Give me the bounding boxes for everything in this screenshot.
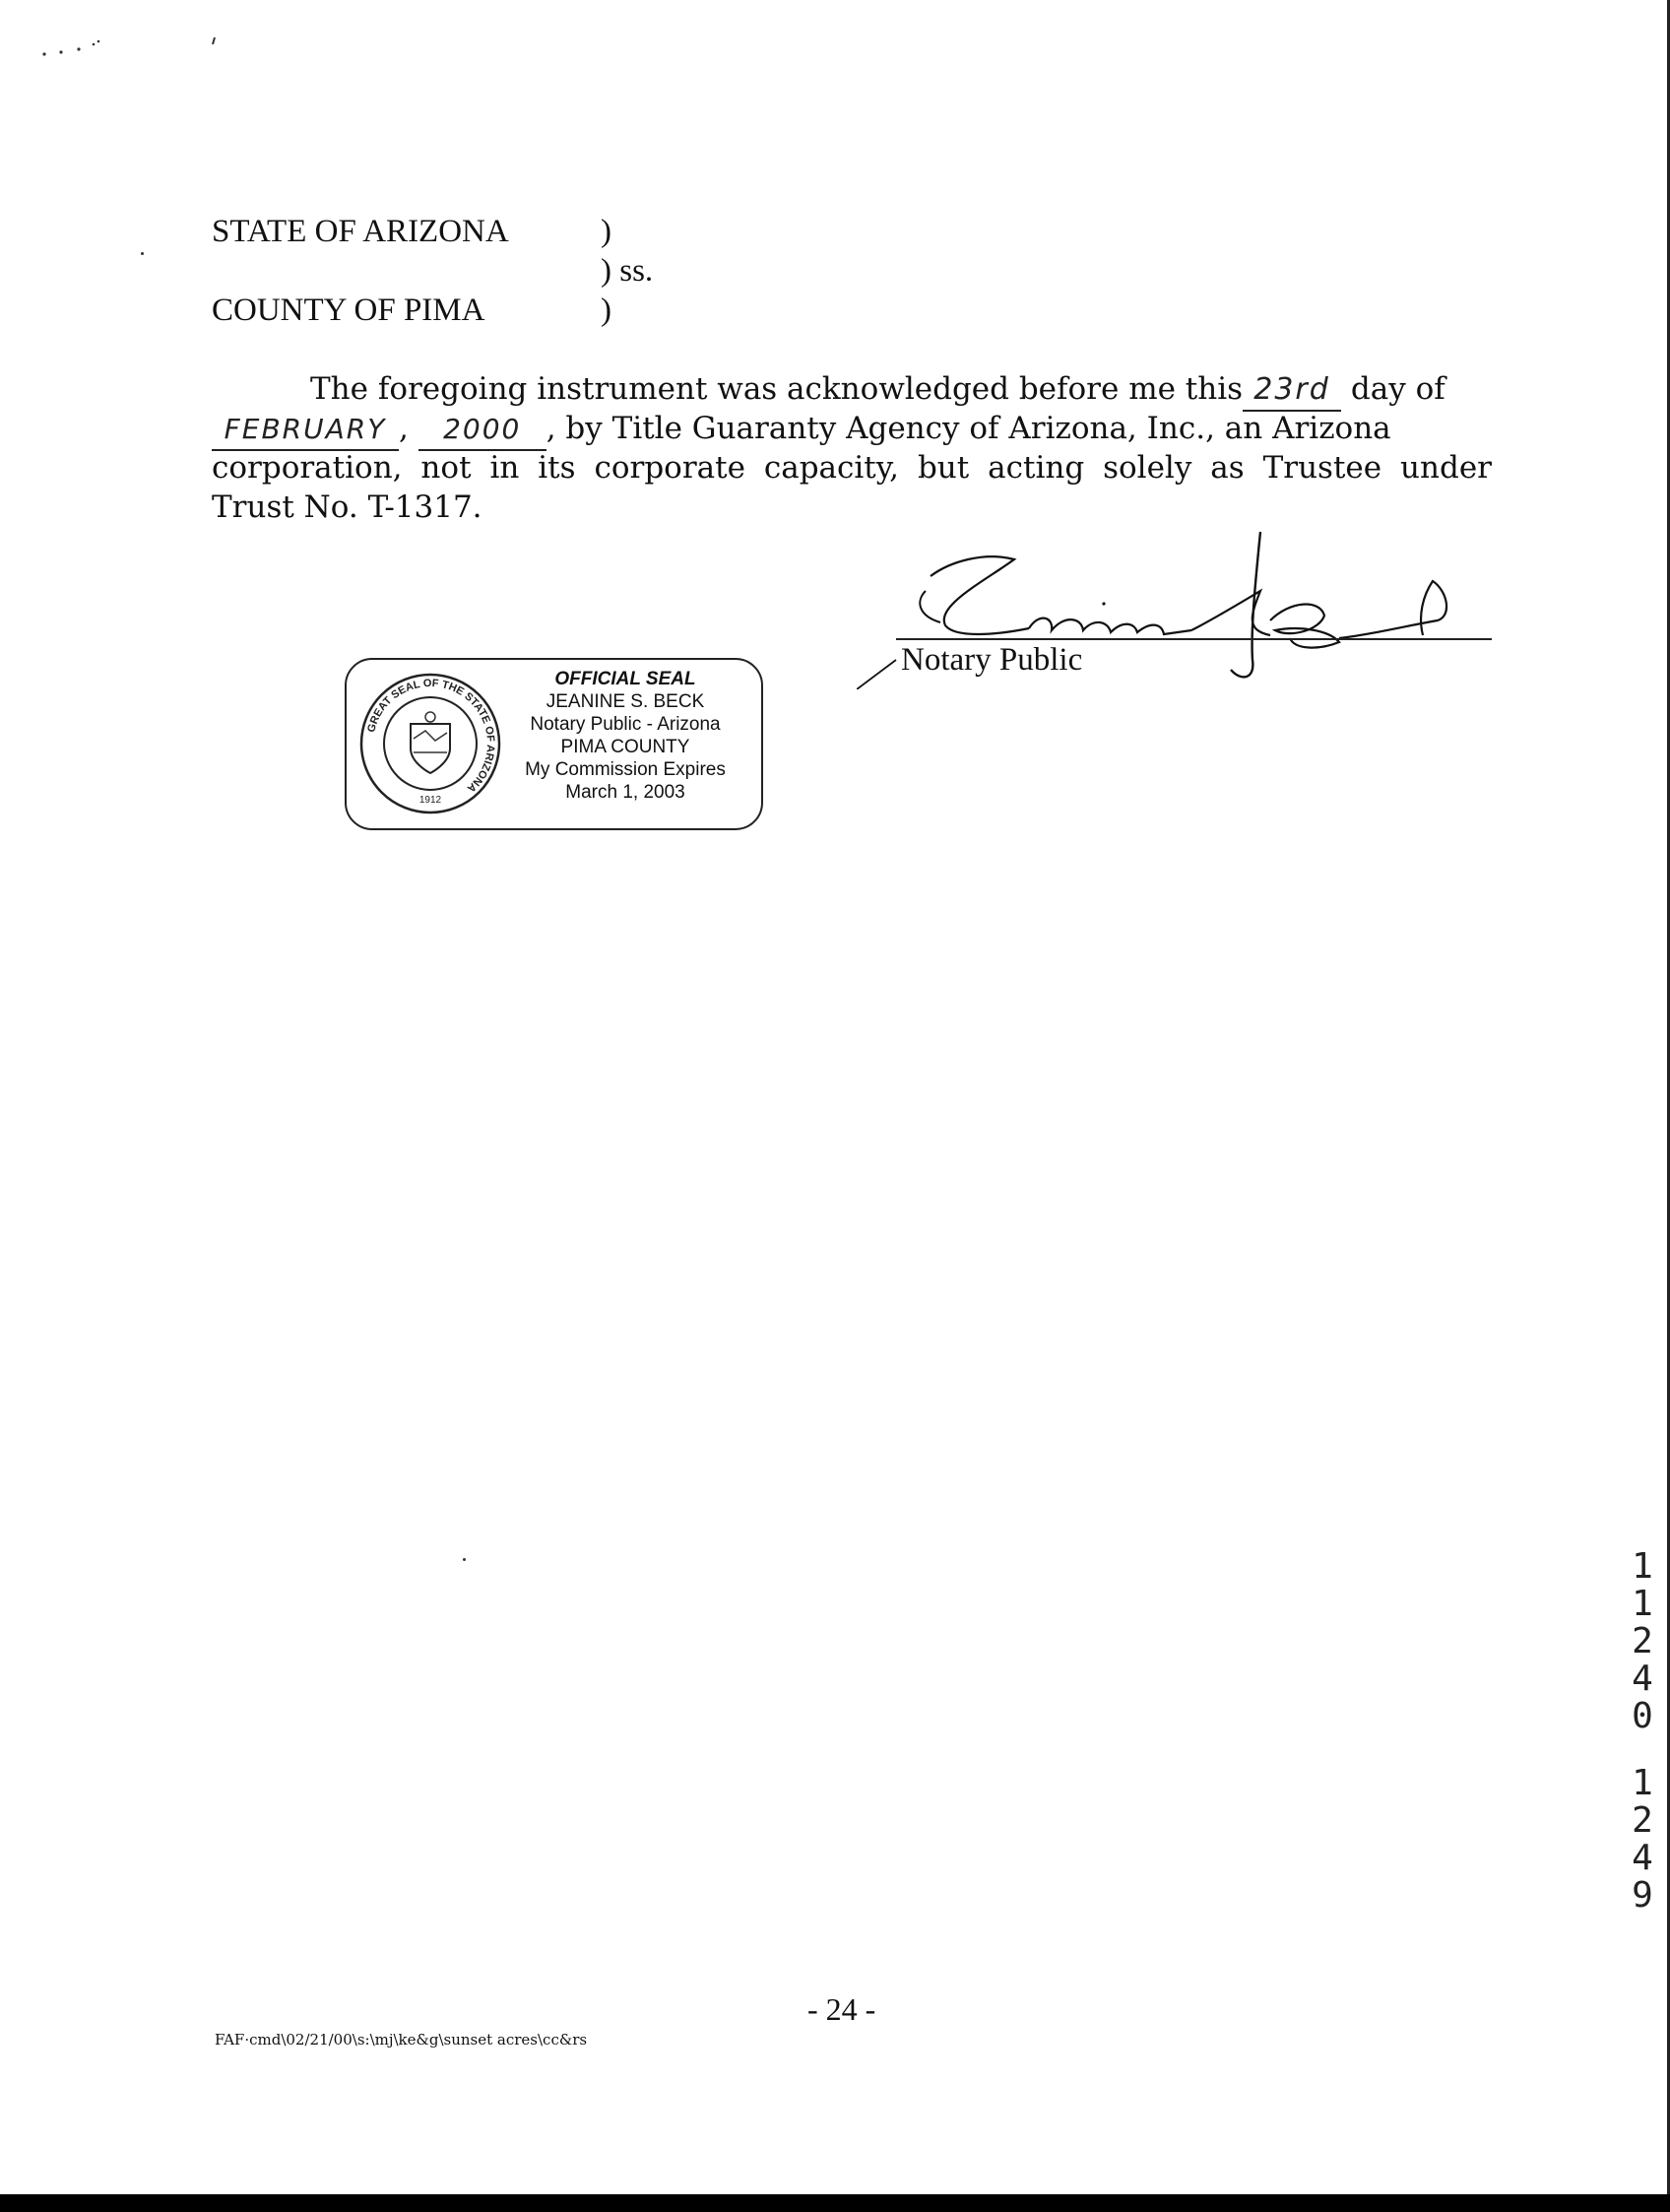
footer-file-path: FAF·cmd\02/21/00\s:\mj\ke&g\sunset acres\cc&rs [215, 2031, 588, 2049]
seal-ring-text: GREAT SEAL OF THE STATE OF ARIZONA [365, 677, 497, 795]
ack-line-2 [212, 409, 1391, 451]
handwritten-year: 2000 [418, 410, 546, 451]
seal-year: 1912 [418, 795, 442, 806]
state-seal-emblem [356, 670, 504, 817]
scan-speck [463, 1558, 466, 1561]
margin-digit: 1 [1632, 1584, 1653, 1624]
venue-county: COUNTY OF PIMA [212, 293, 485, 328]
margin-digit: 1 [1632, 1546, 1653, 1587]
ack-line-4: Trust No. T-1317. [212, 489, 482, 525]
margin-digit: 4 [1632, 1659, 1653, 1699]
ack-line-1-prefix: The foregoing instrument was acknowledged before me this [310, 371, 1244, 407]
handwritten-month: FEBRUARY [212, 410, 399, 451]
margin-digit: 2 [1632, 1621, 1653, 1661]
seal-title: OFFICIAL SEAL [554, 669, 696, 689]
margin-document-number [1623, 1548, 1662, 1915]
ack-line-1-suffix: day of [1350, 371, 1445, 407]
margin-digit: 0 [1632, 1696, 1653, 1736]
venue-paren: ) [601, 214, 611, 249]
venue-state: STATE OF ARIZONA [212, 214, 509, 249]
venue-ss: ) ss. [601, 253, 654, 289]
official-seal-stamp [345, 658, 763, 830]
handwritten-day: 23rd [1243, 370, 1341, 412]
seal-commission-label: My Commission Expires [525, 759, 726, 780]
ack-separator: , [399, 411, 409, 446]
scan-edge-bottom [0, 2194, 1670, 2212]
signature-line [896, 638, 1492, 640]
seal-expiration-date: March 1, 2003 [565, 782, 685, 803]
ack-line-2-suffix: , by Title Guaranty Agency of Arizona, Inc., an Arizona [546, 411, 1391, 446]
seal-notary-role: Notary Public - Arizona [530, 714, 721, 735]
margin-digit: 4 [1632, 1838, 1653, 1878]
margin-digit: 2 [1632, 1800, 1653, 1841]
seal-text-block [492, 668, 758, 804]
scan-speck [141, 252, 144, 255]
venue-paren: ) [601, 293, 611, 328]
notary-public-label: Notary Public [901, 642, 1083, 678]
margin-digit: 9 [1632, 1875, 1653, 1916]
seal-notary-name: JEANINE S. BECK [546, 691, 705, 712]
ack-line-3: corporation, not in its corporate capacity, but acting solely as Trustee under [212, 450, 1492, 486]
margin-digit: 1 [1632, 1763, 1653, 1803]
page-number: - 24 - [807, 1991, 876, 2027]
seal-county: PIMA COUNTY [560, 737, 690, 757]
scan-specks [39, 20, 236, 69]
ack-line-1 [310, 369, 1445, 412]
margin-number-group-2 [1623, 1765, 1662, 1915]
margin-number-group-1 [1623, 1548, 1662, 1735]
